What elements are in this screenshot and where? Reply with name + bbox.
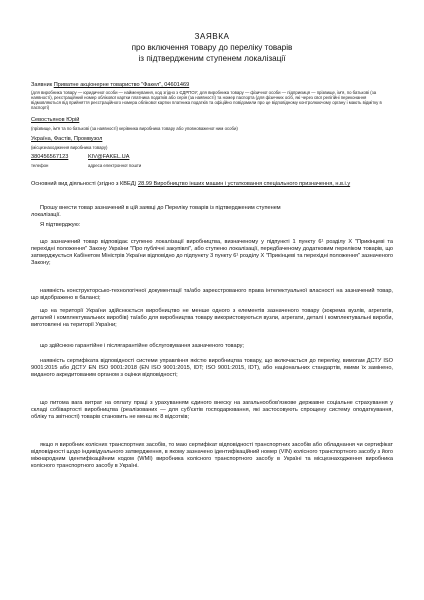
request-line-2: локалізації. [31, 212, 61, 218]
phone-value: 380456567123 [31, 154, 69, 160]
clause-production: що на території України здійснюється виробництво не менше одного з елементів зазначеного товару (зокрема вузлів, агрегатів, деталей і комплектувальних виробів) та/або для виробництва товару використовуються вузли, агрегати, деталі і комплектувальні вироби, виготовлені на території України; [31, 308, 393, 328]
clause-labor-costs: що питома вага витрат на оплату праці з урахуванням єдиного внеску на загальнообов'язкове державне соціальне страхування у складі собівартості виробництва (реалізованих — для суб'єктів господарювання, які застосовують спрощену систему оподаткування, обліку та звітності) товарів становить не менш як 8 відсотків; [31, 400, 393, 420]
applicant-row [31, 82, 189, 89]
confirm-label: Я підтверджую: [40, 222, 81, 228]
activity-row [31, 181, 393, 188]
activity-value: 28.99 Виробництво інших машин і устатковання спеціального призначення, н.в.і.у [137, 181, 351, 187]
location-note: (місцезнаходження виробника товару) [31, 145, 108, 150]
applicant-value: Приватне акціонерне товариство "Факел", 04601469 [53, 82, 190, 88]
clause-documentation: наявність конструкторсько-технологічної документації та/або зареєстрованого права інтелектуальної власності на зазначений товар, що відображено в балансі; [31, 288, 393, 301]
location-value: Україна, Фастів, Промвузол [31, 136, 103, 142]
applicant-note: (для виробника товару — юридичної особи — найменування, код згідно з ЄДРПОУ; для виробника товару — фізичної особи — підприємця — прізвище, ім'я, по батькові (за наявності), реєстраційний номер облікової картки платника податків або серія (за наявності) та номер паспорта (для фізичних осіб, які через свої релігійні переконання відмовляються від прийняття реєстраційного номера облікової картки платника податків та офіційно повідомили про це відповідному контролюючому органу і мають відмітку в паспорті) [31, 90, 382, 111]
doc-subtitle-2: із підтвердженим ступенем локалізації [138, 54, 286, 63]
doc-subtitle-1: про включення товару до переліку товарів [131, 43, 293, 52]
doc-title: ЗАЯВКА [194, 32, 230, 41]
clause-vehicles: якщо я виробник колісних транспортних засобів, то маю сертифікат відповідності транспортних засобів або обладнання чи сертифікат відповідності щодо індивідуального затвердження, в якому зазначено ідентифікаційний номер (VIN) колісного транспортного засобу з його міжнародним ідентифікаційним кодом (WMI) виробника колісного транспортного засобу в Україні та місцезнаходження виробника колісного транспортного засобу в Україні. [31, 442, 393, 469]
applicant-label: Заявник [31, 82, 53, 88]
clause-certificate: наявність сертифіката відповідності системи управління якістю виробництва товару, що включається до переліку, вимогам ДСТУ ISO 9001:2015 або ДСТУ EN ISO 9001:2018 (EN ISO 9001:2015, IDT; ISO 9001:2015, IDT), або національних стандартів, якими їх замінено, виданого акредитованим органом з оцінки відповідності; [31, 358, 393, 378]
clause-service: що здійснюю гарантійне і післягарантійне обслуговування зазначеного товару; [40, 343, 244, 349]
activity-label: Основний вид діяльності (згідно з КВЕД) [31, 181, 137, 187]
clause-localization: що зазначений товар відповідає ступеню локалізації виробництва, визначеному у підпункті 1 пункту 6¹ розділу X "Прикінцеві та перехідні положення" Закону України "Про публічні закупівлі", або ступеню локалізації, передбаченому додатковим переліком товарів, що затверджується Кабінетом Міністрів України відповідно до підпункту 3 пункту 6¹ розділу X "Прикінцеві та перехідні положення" зазначеного Закону; [31, 239, 393, 266]
email-value[interactable]: KIV@FAKEL.UA [88, 154, 130, 160]
person-note: (прізвище, ім'я та по батькові (за наявності) керівника виробника товару або уповноваженої ним особи) [31, 126, 238, 131]
person-value: Севостьянов Юрій [31, 117, 80, 123]
email-note: адреса електронної пошти [88, 163, 142, 168]
phone-note: телефон [31, 163, 49, 168]
request-line-1: Прошу внести товар зазначений в цій заявці до Переліку товарів із підтвердженим ступенем [40, 205, 281, 211]
